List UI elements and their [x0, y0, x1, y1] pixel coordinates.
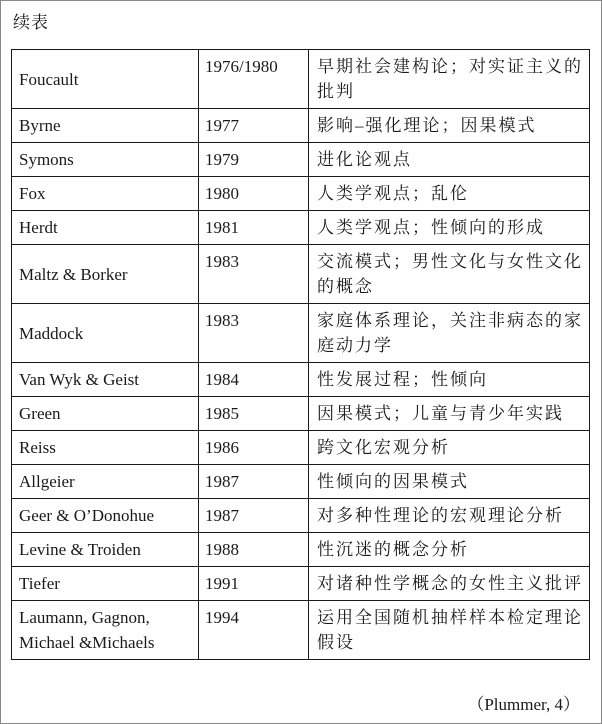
- author-cell: Tiefer: [12, 567, 199, 601]
- year-cell: 1988: [199, 533, 309, 567]
- table-row: [12, 245, 590, 304]
- author-cell: Reiss: [12, 431, 199, 465]
- table-row: [12, 601, 590, 660]
- author-cell: Levine & Troiden: [12, 533, 199, 567]
- year-cell: 1983: [199, 245, 309, 304]
- author-cell: Van Wyk & Geist: [12, 363, 199, 397]
- author-cell: Green: [12, 397, 199, 431]
- table-caption: 续表: [13, 13, 49, 32]
- theory-cell: 交流模式；男性文化与女性文化的概念: [309, 245, 590, 304]
- table-row: [12, 143, 590, 177]
- table-row: [12, 431, 590, 465]
- year-cell: 1977: [199, 109, 309, 143]
- theory-cell: 因果模式；儿童与青少年实践: [309, 397, 590, 431]
- theory-cell: 性沉迷的概念分析: [309, 533, 590, 567]
- theory-cell: 早期社会建构论；对实证主义的批判: [309, 50, 590, 109]
- theory-cell: 性倾向的因果模式: [309, 465, 590, 499]
- table-row: [12, 499, 590, 533]
- table-row: [12, 533, 590, 567]
- table-row: [12, 211, 590, 245]
- theory-cell: 影响–强化理论；因果模式: [309, 109, 590, 143]
- author-cell: Symons: [12, 143, 199, 177]
- theory-cell: 人类学观点；乱伦: [309, 177, 590, 211]
- year-cell: 1991: [199, 567, 309, 601]
- theory-cell: 对多种性理论的宏观理论分析: [309, 499, 590, 533]
- year-cell: 1981: [199, 211, 309, 245]
- theory-table: [11, 49, 590, 660]
- year-cell: 1976/1980: [199, 50, 309, 109]
- author-cell: Laumann, Gagnon, Michael &Michaels: [12, 601, 199, 660]
- table-row: [12, 177, 590, 211]
- author-cell: Allgeier: [12, 465, 199, 499]
- table-row: [12, 465, 590, 499]
- author-cell: Byrne: [12, 109, 199, 143]
- author-cell: Maltz & Borker: [12, 245, 199, 304]
- table-row: [12, 50, 590, 109]
- source-citation: （Plummer, 4）: [467, 695, 580, 714]
- year-cell: 1987: [199, 465, 309, 499]
- author-cell: Geer & O’Donohue: [12, 499, 199, 533]
- year-cell: 1987: [199, 499, 309, 533]
- theory-cell: 对诸种性学概念的女性主义批评: [309, 567, 590, 601]
- author-cell: Maddock: [12, 304, 199, 363]
- theory-cell: 家庭体系理论，关注非病态的家庭动力学: [309, 304, 590, 363]
- table-row: [12, 567, 590, 601]
- table-row: [12, 397, 590, 431]
- theory-cell: 性发展过程；性倾向: [309, 363, 590, 397]
- year-cell: 1994: [199, 601, 309, 660]
- theory-cell: 运用全国随机抽样样本检定理论假设: [309, 601, 590, 660]
- theory-cell: 进化论观点: [309, 143, 590, 177]
- author-cell: Foucault: [12, 50, 199, 109]
- year-cell: 1985: [199, 397, 309, 431]
- year-cell: 1980: [199, 177, 309, 211]
- year-cell: 1984: [199, 363, 309, 397]
- table-row: [12, 109, 590, 143]
- theory-cell: 人类学观点；性倾向的形成: [309, 211, 590, 245]
- theory-cell: 跨文化宏观分析: [309, 431, 590, 465]
- year-cell: 1986: [199, 431, 309, 465]
- author-cell: Fox: [12, 177, 199, 211]
- year-cell: 1983: [199, 304, 309, 363]
- year-cell: 1979: [199, 143, 309, 177]
- table-row: [12, 304, 590, 363]
- table-row: [12, 363, 590, 397]
- author-cell: Herdt: [12, 211, 199, 245]
